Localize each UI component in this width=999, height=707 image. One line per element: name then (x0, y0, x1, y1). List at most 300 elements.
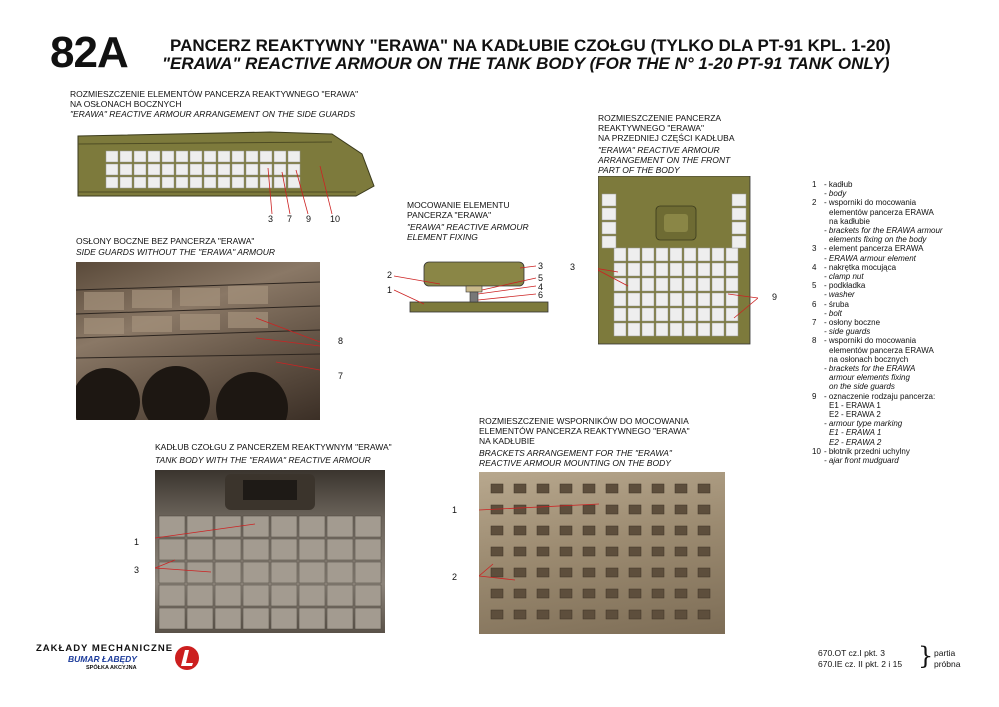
armour-tile (602, 222, 616, 234)
bracket (652, 484, 664, 493)
legend-number: 8 (812, 336, 817, 346)
armour-tile (120, 164, 132, 175)
front-caption-en-2: ARRANGEMENT ON THE FRONT (598, 155, 731, 165)
armour-tile (215, 539, 241, 560)
armour-tile (148, 151, 160, 162)
bracket (675, 547, 687, 556)
fixing-caption-en-2: ELEMENT FIXING (407, 232, 478, 242)
legend-pl: - osłony boczne (824, 318, 881, 328)
bracket (698, 484, 710, 493)
bracket (629, 526, 641, 535)
armour-tile (187, 585, 213, 606)
bracket (583, 589, 595, 598)
armour-tile (260, 151, 272, 162)
footer-note-2: próbna (934, 659, 961, 669)
armour-tile (355, 585, 381, 606)
armour-tile (271, 562, 297, 583)
bracket (606, 547, 618, 556)
bracket (491, 589, 503, 598)
company-name-line1: ZAKŁADY MECHANICZNE (36, 643, 174, 654)
armour-tile (684, 293, 696, 306)
bracket (537, 568, 549, 577)
armour-tile (271, 585, 297, 606)
armour-tile (628, 278, 640, 291)
armour-tile (218, 151, 230, 162)
brackets-photo (479, 472, 725, 634)
armour-tile (232, 164, 244, 175)
bracket (583, 526, 595, 535)
armour-tile (106, 177, 118, 188)
armour-tile (602, 194, 616, 206)
company-name-line2: BUMAR ŁABĘDY (68, 654, 137, 664)
fixing-drawing (380, 254, 560, 324)
bracket (698, 610, 710, 619)
armour-tile (602, 208, 616, 220)
brackets-callout-2: 2 (452, 572, 458, 582)
armour-tile (642, 293, 654, 306)
armour-tile (712, 308, 724, 321)
armour-tile (684, 248, 696, 261)
armour-tile (684, 263, 696, 276)
fixing-callout-5: 5 (538, 273, 544, 283)
company-name-line3: SPÓŁKA AKCYJNA (86, 665, 137, 671)
legend-en: - armour type marking (824, 419, 903, 429)
armour-tile (162, 177, 174, 188)
armour-tile (243, 585, 269, 606)
photo-callout-7: 7 (338, 371, 344, 381)
title-polish: PANCERZ REAKTYWNY "ERAWA" NA KADŁUBIE CZOŁGU (TYLKO DLA PT-91 KPL. 1-20) (170, 36, 891, 55)
armour-tile (698, 308, 710, 321)
armour-tile (642, 308, 654, 321)
armour-tile (712, 278, 724, 291)
footer-brace: } (918, 642, 934, 670)
armour-tile (232, 177, 244, 188)
armour-tile (656, 248, 668, 261)
armour-tile (187, 516, 213, 537)
armour-tile (656, 323, 668, 336)
legend-pl: - oznaczenie rodzaju pancerza: (824, 391, 936, 401)
armour-tile (628, 308, 640, 321)
front-caption-pl-2: REAKTYWNEGO "ERAWA" (598, 123, 704, 133)
bracket (652, 610, 664, 619)
bracket (698, 547, 710, 556)
armour-tile (274, 164, 286, 175)
legend-item-5 (812, 281, 997, 299)
legend-pl: - podkładka (824, 281, 866, 291)
armour-tile (656, 278, 668, 291)
armour-tile (684, 308, 696, 321)
legend-en: elements fixing on the body (829, 235, 927, 245)
fixing-callout-3: 3 (538, 261, 544, 271)
armour-tile (299, 562, 325, 583)
footer-ref-1: 670.OT cz.I pkt. 3 (818, 648, 885, 658)
side-arrangement-caption-pl-2: NA OSŁONACH BOCZNYCH (70, 99, 182, 109)
legend-en: E1 - ERAWA 1 (829, 428, 882, 438)
legend-pl: E1 - ERAWA 1 (829, 400, 881, 410)
armour-tile (243, 562, 269, 583)
sheet-number: 82A (50, 28, 128, 77)
bracket (675, 589, 687, 598)
bracket (652, 526, 664, 535)
armour-tile (327, 585, 353, 606)
armour-tile (355, 562, 381, 583)
side-arrangement-caption-pl-1: ROZMIESZCZENIE ELEMENTÓW PANCERZA REAKTYWNEGO "ERAWA" (70, 89, 359, 99)
armour-tile (243, 608, 269, 629)
legend-pl: - wsporniki do mocowania (824, 198, 917, 208)
armour-tile (642, 263, 654, 276)
body-callout-1: 1 (134, 537, 140, 547)
armour-tile (712, 293, 724, 306)
bracket (652, 505, 664, 514)
armour-tile (712, 323, 724, 336)
armour-tile (159, 608, 185, 629)
legend-item-9 (812, 392, 997, 447)
armour-tile (243, 516, 269, 537)
body-photo-caption-pl: KADŁUB CZOŁGU Z PANCERZEM REAKTYWNYM "ERAWA" (155, 442, 392, 452)
armour-tile (271, 539, 297, 560)
armour-tile (327, 608, 353, 629)
armour-tile (120, 151, 132, 162)
legend-en: on the side guards (829, 382, 895, 392)
armour-tile (271, 516, 297, 537)
armour-tile (642, 323, 654, 336)
armour-tile (162, 164, 174, 175)
armour-tile (299, 539, 325, 560)
legend-pl: na kadłubie (829, 216, 870, 226)
armour-tile (698, 278, 710, 291)
armour-tile (246, 177, 258, 188)
bracket (491, 610, 503, 619)
side-guards-photo (76, 262, 320, 420)
armour-tile (190, 177, 202, 188)
legend-pl: - element pancerza ERAWA (824, 244, 924, 254)
armour-tile (148, 177, 160, 188)
bracket (606, 484, 618, 493)
armour-tile (698, 323, 710, 336)
bracket (560, 568, 572, 577)
bracket (606, 589, 618, 598)
armour-tile (684, 323, 696, 336)
bracket (629, 484, 641, 493)
brackets-caption-pl-2: ELEMENTÓW PANCERZA REAKTYWNEGO "ERAWA" (479, 426, 690, 436)
armour-tile (628, 293, 640, 306)
armour-tile (684, 278, 696, 291)
armour-tile (187, 539, 213, 560)
bracket (606, 505, 618, 514)
armour-tile (190, 164, 202, 175)
bracket (675, 484, 687, 493)
bracket (629, 547, 641, 556)
armour-tile (215, 585, 241, 606)
bracket (514, 526, 526, 535)
armour-tile (218, 164, 230, 175)
armour-tile (614, 293, 626, 306)
legend-item-8 (812, 336, 997, 391)
armour-tile (670, 293, 682, 306)
armour-tile (726, 263, 738, 276)
armour-tile (656, 308, 668, 321)
legend-en: - washer (824, 290, 855, 300)
bracket (606, 610, 618, 619)
legend-item-7 (812, 318, 997, 336)
armour-tile (355, 539, 381, 560)
brackets-caption-en-1: BRACKETS ARRANGEMENT FOR THE "ERAWA" (479, 448, 672, 458)
bracket (583, 568, 595, 577)
armour-tile (726, 278, 738, 291)
armour-tile (355, 608, 381, 629)
armour-tile (732, 208, 746, 220)
armour-tile (134, 151, 146, 162)
armour-tile (176, 164, 188, 175)
armour-tile (712, 248, 724, 261)
armour-tile (218, 177, 230, 188)
legend-number: 7 (812, 318, 817, 328)
legend-number: 3 (812, 244, 817, 254)
body-photo-caption-en: TANK BODY WITH THE "ERAWA" REACTIVE ARMOUR (155, 455, 371, 465)
bracket (560, 589, 572, 598)
bracket (606, 568, 618, 577)
side-callout-9: 9 (306, 214, 312, 224)
bracket (675, 610, 687, 619)
legend-pl: - śruba (824, 299, 849, 309)
armour-tile (670, 248, 682, 261)
brackets-caption-pl-1: ROZMIESZCZENIE WSPORNIKÓW DO MOCOWANIA (479, 416, 689, 426)
front-callout-9: 9 (772, 292, 778, 302)
armour-tile (187, 562, 213, 583)
armour-tile (670, 278, 682, 291)
bracket (583, 484, 595, 493)
armour-tile (204, 177, 216, 188)
side-guards-caption-pl: OSŁONY BOCZNE BEZ PANCERZA "ERAWA" (76, 236, 255, 246)
company-logo-icon (174, 645, 200, 671)
parts-legend (812, 180, 997, 465)
armour-tile (106, 151, 118, 162)
bracket (537, 484, 549, 493)
armour-tile (732, 194, 746, 206)
legend-pl: na osłonach bocznych (829, 354, 909, 364)
armour-tile (215, 562, 241, 583)
bracket (629, 589, 641, 598)
legend-en: - side guards (824, 327, 871, 337)
armour-tile (120, 177, 132, 188)
armour-tile (187, 608, 213, 629)
armour-tile (355, 516, 381, 537)
armour-tile (159, 585, 185, 606)
armour-tile (176, 151, 188, 162)
bracket (560, 526, 572, 535)
front-caption-en-1: "ERAWA" REACTIVE ARMOUR (598, 145, 720, 155)
bracket (514, 589, 526, 598)
side-callout-7: 7 (287, 214, 293, 224)
legend-pl: - wsporniki do mocowania (824, 336, 917, 346)
bracket (491, 568, 503, 577)
bracket (652, 589, 664, 598)
bracket (560, 484, 572, 493)
armour-tile (614, 263, 626, 276)
bracket (652, 568, 664, 577)
side-arrangement-caption-en: "ERAWA" REACTIVE ARMOUR ARRANGEMENT ON THE SIDE GUARDS (70, 109, 356, 119)
armour-tile (204, 164, 216, 175)
armour-tile (159, 539, 185, 560)
armour-tile (260, 177, 272, 188)
legend-en: - ERAWA armour element (824, 253, 916, 263)
armour-tile (190, 151, 202, 162)
fixing-caption-pl-2: PANCERZA "ERAWA" (407, 210, 492, 220)
bracket (583, 610, 595, 619)
front-caption-pl-1: ROZMIESZCZENIE PANCERZA (598, 113, 722, 123)
front-caption-en-3: PART OF THE BODY (598, 165, 680, 175)
legend-pl: - błotnik przedni uchylny (824, 446, 910, 456)
armour-tile (698, 293, 710, 306)
tank-body-photo (155, 470, 385, 633)
bracket (537, 526, 549, 535)
bracket (514, 610, 526, 619)
armour-tile (628, 263, 640, 276)
armour-tile (670, 263, 682, 276)
armour-tile (327, 539, 353, 560)
bracket (537, 547, 549, 556)
fixing-callout-1: 1 (387, 285, 393, 295)
fixing-caption-en-1: "ERAWA" REACTIVE ARMOUR (407, 222, 529, 232)
legend-pl: elementów pancerza ERAWA (829, 345, 934, 355)
legend-item-10 (812, 447, 997, 465)
legend-en: - brackets for the ERAWA armour (824, 226, 943, 236)
armour-tile (243, 539, 269, 560)
bracket (583, 547, 595, 556)
legend-en: - body (824, 189, 847, 199)
armour-tile (726, 308, 738, 321)
armour-tile (614, 248, 626, 261)
armour-tile (726, 323, 738, 336)
legend-item-4 (812, 263, 997, 281)
armour-tile (134, 164, 146, 175)
title-english: "ERAWA" REACTIVE ARMOUR ON THE TANK BODY (FOR THE N° 1-20 PT-91 TANK ONLY) (162, 54, 890, 73)
legend-number: 6 (812, 299, 817, 309)
bracket (491, 526, 503, 535)
armour-tile (204, 151, 216, 162)
armour-tile (106, 164, 118, 175)
armour-tile (614, 308, 626, 321)
bracket (583, 505, 595, 514)
side-callout-3: 3 (268, 214, 274, 224)
legend-en: E2 - ERAWA 2 (829, 437, 882, 447)
front-caption-pl-3: NA PRZEDNIEJ CZĘŚCI KADŁUBA (598, 133, 735, 143)
legend-item-1 (812, 180, 997, 198)
armour-tile (642, 278, 654, 291)
legend-number: 1 (812, 180, 817, 189)
bracket (698, 526, 710, 535)
bracket (606, 526, 618, 535)
legend-en: - clamp nut (824, 272, 864, 282)
legend-number: 2 (812, 198, 817, 208)
legend-en: armour elements fixing (829, 373, 910, 383)
legend-item-3 (812, 244, 997, 262)
bracket (560, 547, 572, 556)
armour-tile (670, 308, 682, 321)
armour-tile (602, 236, 616, 248)
bracket (514, 484, 526, 493)
bracket (629, 610, 641, 619)
armour-tile (656, 263, 668, 276)
bracket (491, 547, 503, 556)
side-callout-10: 10 (330, 214, 341, 224)
footer-note-1: partia (934, 648, 956, 658)
armour-tile (148, 164, 160, 175)
brackets-callout-1: 1 (452, 505, 458, 515)
legend-pl: elementów pancerza ERAWA (829, 207, 934, 217)
armour-tile (299, 585, 325, 606)
bracket (629, 505, 641, 514)
fixing-callout-6: 6 (538, 290, 544, 300)
armour-tile (134, 177, 146, 188)
armour-tile (299, 608, 325, 629)
armour-tile (656, 293, 668, 306)
brackets-caption-pl-3: NA KADŁUBIE (479, 436, 535, 446)
armour-tile (698, 263, 710, 276)
legend-pl: - nakrętka mocująca (824, 262, 897, 272)
bracket (491, 484, 503, 493)
legend-pl: E2 - ERAWA 2 (829, 410, 881, 420)
bracket (675, 505, 687, 514)
armour-tile (288, 151, 300, 162)
armour-tile (232, 151, 244, 162)
bracket (514, 547, 526, 556)
bracket (514, 505, 526, 514)
armour-tile (215, 608, 241, 629)
legend-item-6 (812, 300, 997, 318)
legend-pl: - kadłub (824, 180, 853, 189)
bracket (675, 526, 687, 535)
front-body-drawing (598, 176, 758, 346)
armour-tile (271, 608, 297, 629)
front-callout-3: 3 (570, 262, 576, 272)
bracket (698, 568, 710, 577)
armour-tile (162, 151, 174, 162)
armour-tile (628, 248, 640, 261)
armour-tile (642, 248, 654, 261)
side-guard-drawing (70, 124, 380, 224)
armour-tile (246, 164, 258, 175)
armour-tile (712, 263, 724, 276)
armour-tile (732, 222, 746, 234)
armour-tile (288, 164, 300, 175)
armour-tile (159, 516, 185, 537)
bracket (560, 505, 572, 514)
armour-tile (327, 562, 353, 583)
legend-item-2 (812, 198, 997, 244)
armour-tile (726, 248, 738, 261)
armour-tile (299, 516, 325, 537)
fixing-callout-2: 2 (387, 270, 393, 280)
bracket (698, 505, 710, 514)
legend-number: 9 (812, 391, 817, 401)
legend-number: 10 (812, 446, 821, 456)
armour-tile (260, 164, 272, 175)
bracket (675, 568, 687, 577)
bracket (652, 547, 664, 556)
photo-callout-8: 8 (338, 336, 344, 346)
bracket (629, 568, 641, 577)
bracket (537, 610, 549, 619)
bracket (560, 610, 572, 619)
bracket (537, 589, 549, 598)
legend-en: - bolt (824, 308, 842, 318)
armour-tile (698, 248, 710, 261)
fixing-caption-pl-1: MOCOWANIE ELEMENTU (407, 200, 510, 210)
armour-tile (246, 151, 258, 162)
armour-tile (274, 151, 286, 162)
brackets-caption-en-2: REACTIVE ARMOUR MOUNTING ON THE BODY (479, 458, 671, 468)
